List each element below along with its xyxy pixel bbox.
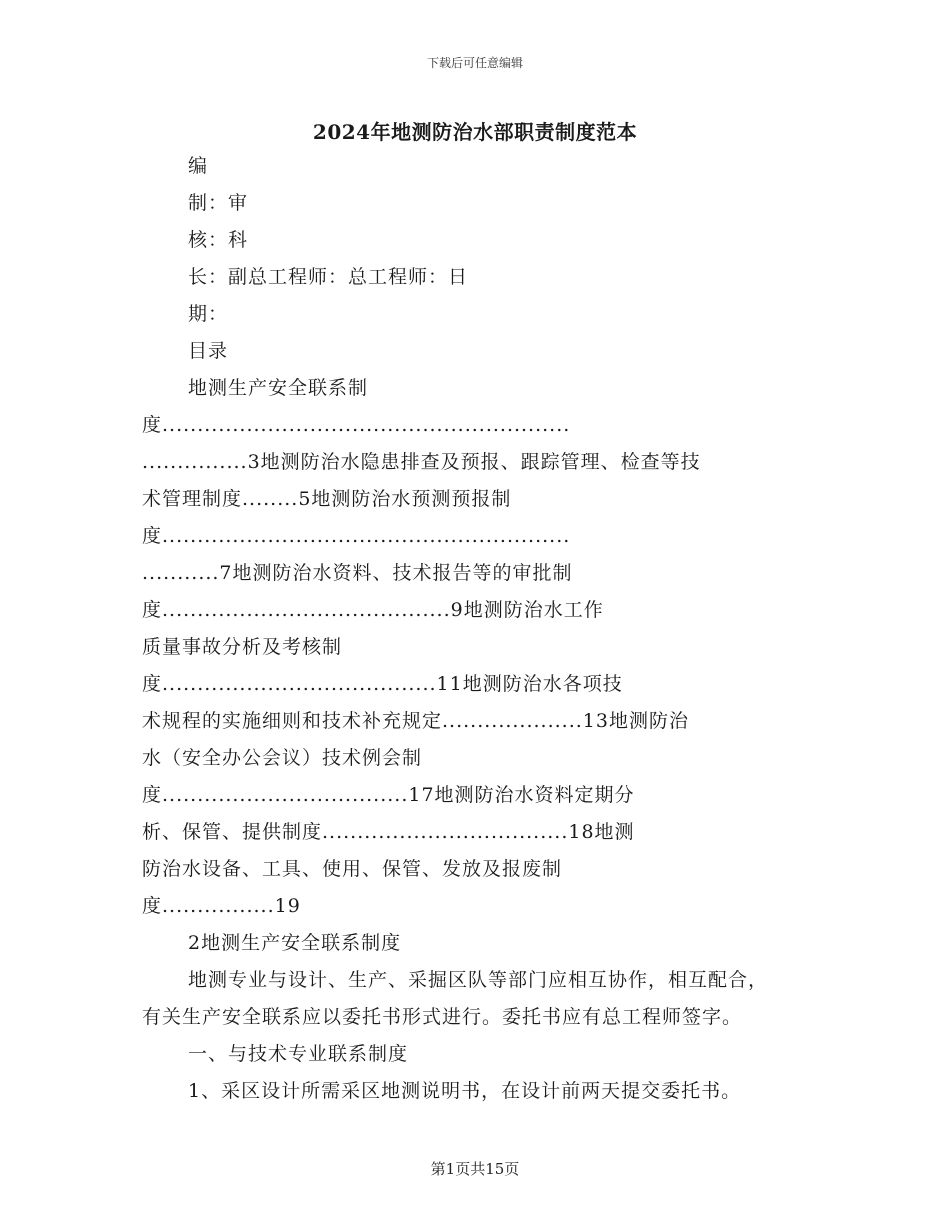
- text-line: 长：副总工程师：总工程师：日: [188, 266, 469, 288]
- page-footer: 第1页共15页: [430, 1160, 520, 1178]
- text-line: 水（安全办公会议）技术例会制: [142, 747, 423, 769]
- text-line: 期：: [188, 303, 229, 325]
- text-line: 制：审: [188, 192, 249, 214]
- text-line: 有关生产安全联系应以委托书形式进行。委托书应有总工程师签字。: [142, 1006, 743, 1028]
- document-title: 2024年地测防治水部职责制度范本: [312, 120, 638, 144]
- text-line: 防治水设备、工具、使用、保管、发放及报废制: [142, 858, 563, 880]
- text-line: ...........7地测防治水资料、技术报告等的审批制: [142, 562, 573, 584]
- text-line: 2地测生产安全联系制度: [188, 932, 402, 954]
- text-line: 度.......................................11地测防治水各项技: [142, 673, 623, 695]
- text-line: 编: [188, 155, 209, 177]
- text-line: 度................19: [142, 895, 301, 917]
- text-line: 度.........................................9地测防治水工作: [142, 599, 604, 621]
- text-line: 核：科: [188, 229, 249, 251]
- text-line: 目录: [188, 340, 229, 362]
- text-line: 地测生产安全联系制: [188, 377, 369, 399]
- text-line: 术规程的实施细则和技术补充规定....................13地测防治: [142, 710, 689, 732]
- header-note: 下载后可任意编辑: [426, 56, 523, 70]
- text-line: 术管理制度........5地测防治水预测预报制: [142, 488, 512, 510]
- text-line: 析、保管、提供制度...................................18地测: [142, 821, 635, 843]
- text-line: 质量事故分析及考核制: [142, 636, 343, 658]
- text-line: 地测专业与设计、生产、采掘区队等部门应相互协作，相互配合，: [188, 969, 769, 991]
- text-line: 度..........................................................: [142, 525, 571, 547]
- text-line: 度...................................17地测防治水资料定期分: [142, 784, 635, 806]
- text-line: 度..........................................................: [142, 414, 571, 436]
- text-line: 一、与技术专业联系制度: [188, 1043, 409, 1065]
- text-line: ...............3地测防治水隐患排查及预报、跟踪管理、检查等技: [142, 451, 701, 473]
- document-body: [142, 148, 808, 1110]
- text-line: 1、采区设计所需采区地测说明书，在设计前两天提交委托书。: [188, 1080, 742, 1102]
